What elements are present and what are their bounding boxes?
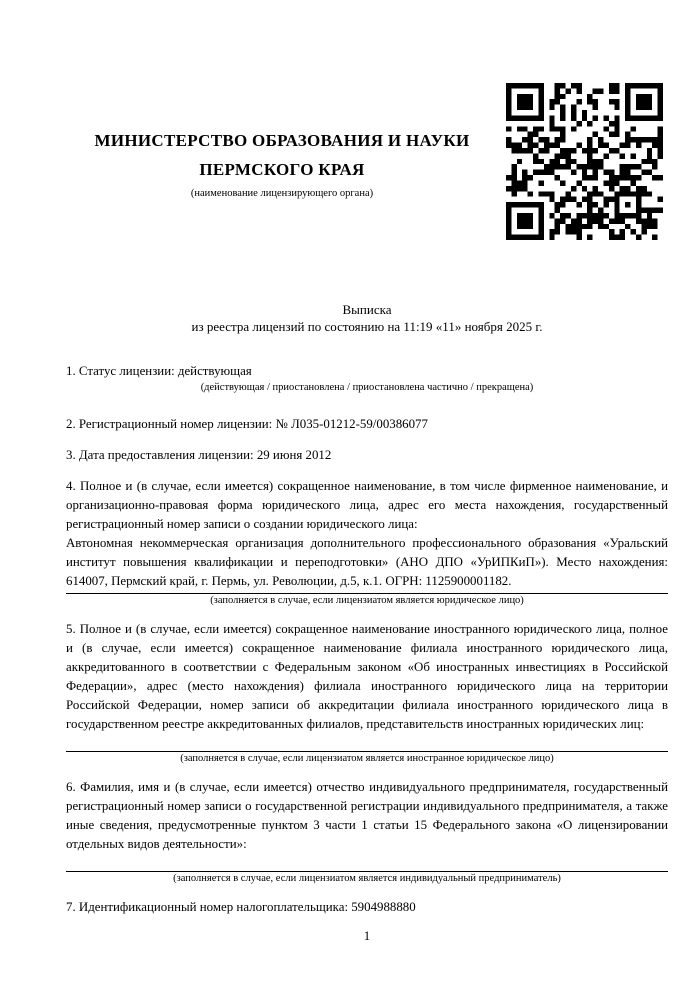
foreign-entity-caption: (заполняется в случае, если лицензиатом является иностранное юридическое лицо): [180, 753, 554, 764]
field-grant-date: [66, 446, 668, 465]
registration-number-text: 2. Регистрационный номер лицензии: № Л035-01212-59/00386077: [66, 417, 428, 431]
field-license-status: [66, 362, 668, 395]
title-line1: Выписка: [342, 302, 392, 317]
inn-text: 7. Идентификационный номер налогоплательщика: 5904988880: [66, 900, 416, 914]
grant-date-text: 3. Дата предоставления лицензии: 29 июня 2012: [66, 448, 332, 462]
legal-entity-value: Автономная некоммерческая организация дополнительного профессионального образования «Уральский институт повышения квалификации и переподготовки» (АНО ДПО «УрИПКиП»). Место нахождения: 614007, Пермский край, г. Пермь, ул. Революции, д.5, к.1. ОГРН: 1125900001182.: [66, 536, 668, 588]
legal-entity-label: 4. Полное и (в случае, если имеется) сокращенное наименование, в том числе фирменное наименование, и организационно-правовая форма юридического лица, адрес его места нахождения, государственный регистрационный номер записи о создании юридического лица:: [66, 479, 668, 531]
entrepreneur-label: 6. Фамилия, имя и (в случае, если имеется) отчество индивидуального предпринимателя, государственный регистрационный номер записи о государственной регистрации индивидуального предпринимателя, а также иные сведения, предусмотренные пунктом 3 части 1 статьи 15 Федерального закона «О лицензировании отдельных видов деятельности»:: [66, 780, 668, 851]
field-registration-number: [66, 415, 668, 434]
field-entrepreneur: [66, 778, 668, 886]
field-inn: [66, 898, 668, 917]
issuing-authority-block: [66, 126, 498, 201]
qr-code-icon: [506, 83, 663, 240]
field-foreign-entity: [66, 620, 668, 766]
page-number: 1: [363, 929, 371, 943]
authority-caption: (наименование лицензирующего органа): [190, 188, 374, 199]
legal-entity-caption: (заполняется в случае, если лицензиатом является юридическое лицо): [210, 595, 524, 606]
foreign-entity-label: 5. Полное и (в случае, если имеется) сокращенное наименование иностранного юридического лица, полное и (в случае, если имеется) сокращенное наименование филиала иностранного юридического лица, аккредитованного в соответствии с Федеральным законом «Об иностранных инвестициях в Российской Федерации», адрес (место нахождения) филиала иностранного юридического лица на территории Российской Федерации, номер записи об аккредитации филиала иностранного юридического лица в государственном реестре аккредитованных филиалов, представительств иностранных юридических лиц:: [66, 622, 668, 731]
license-status-text: 1. Статус лицензии: действующая: [66, 364, 252, 378]
fields-list: [66, 362, 668, 917]
field-legal-entity: [66, 477, 668, 608]
document-title: [66, 301, 668, 335]
ministry-name-line1: МИНИСТЕРСТВО ОБРАЗОВАНИЯ И НАУКИ: [94, 131, 470, 150]
entrepreneur-caption: (заполняется в случае, если лицензиатом является индивидуальный предприниматель): [173, 873, 561, 884]
ministry-name-line2: ПЕРМСКОГО КРАЯ: [199, 160, 365, 179]
license-status-options-caption: (действующая / приостановлена / приостановлена частично / прекращена): [200, 382, 534, 393]
title-line2: из реестра лицензий по состоянию на 11:19 «11» ноября 2025 г.: [191, 319, 543, 334]
